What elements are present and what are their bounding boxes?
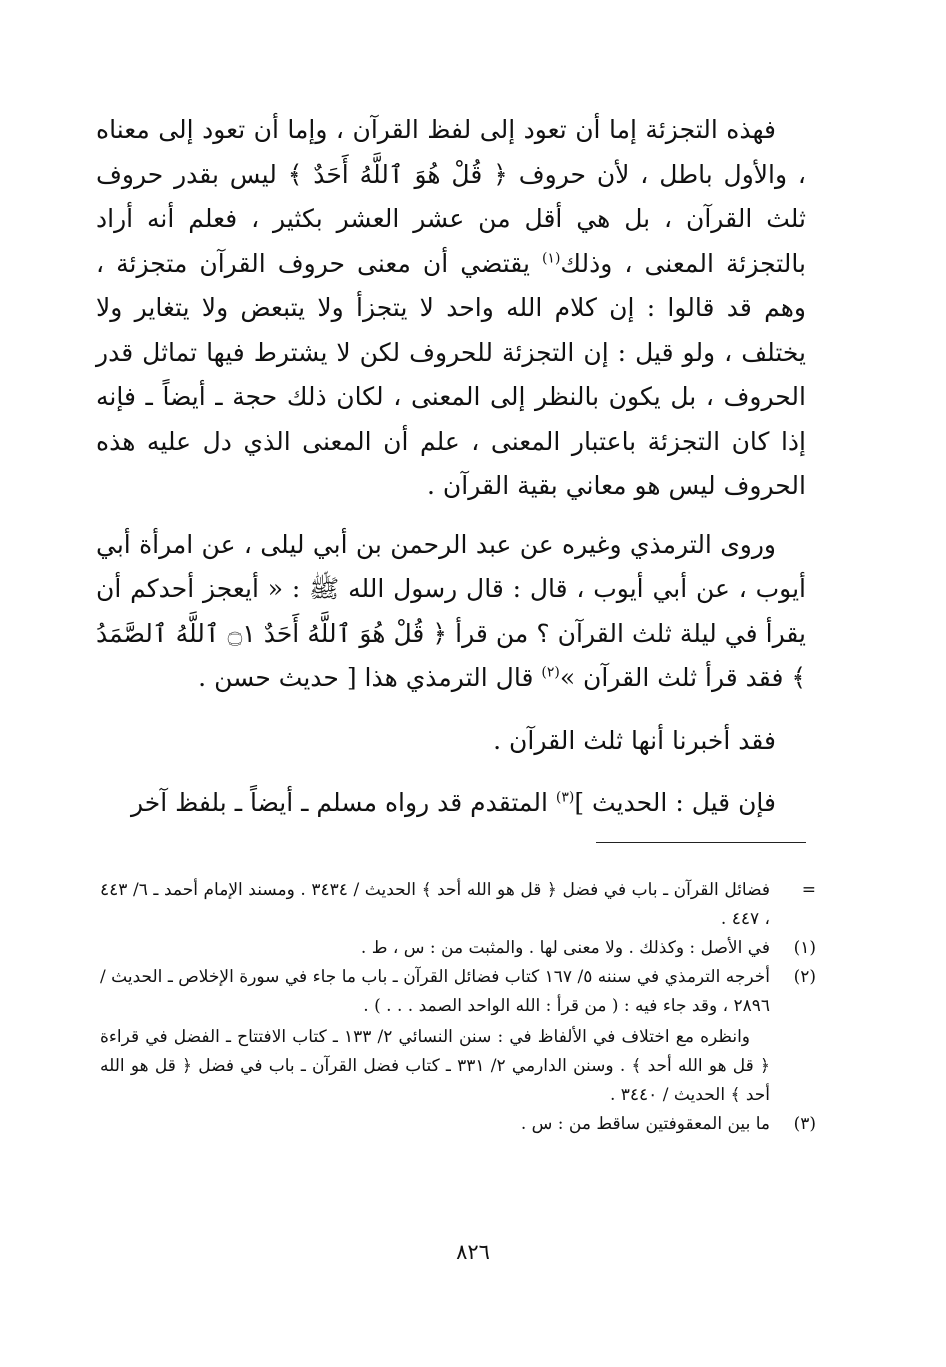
paragraph-3: فقد أخبرنا أنها ثلث القرآن . xyxy=(493,725,776,755)
footnote-1-text: في الأصل : وكذلك . ولا معنى لها . والمثبت من : س ، ط . xyxy=(360,938,770,958)
footnote-2-marker: (٢) xyxy=(793,967,816,987)
footnote-3-marker: (٣) xyxy=(793,1114,816,1134)
paragraph-1-part-2: يقتضي أن معنى حروف القرآن متجزئة ، وهم قد قالوا : إن كلام الله واحد لا يتجزأ ولا يتبعض ولا يتغاير ولا يختلف ، ولو قيل : إن التجزئة للحروف لكن لا يشترط فيها تماثل قدر الحروف ، بل يكون بالنظر إلى المعنى ، لكان ذلك حجة ـ أيضاً ـ فإنه إذا كان التجزئة باعتبار المعنى ، علم أن المعنى الذي دل عليه هذه الحروف ليس هو معاني بقية القرآن . xyxy=(96,248,806,500)
paragraph-4-part-2: المتقدم قد رواه مسلم ـ أيضاً ـ بلفظ آخر xyxy=(131,788,556,817)
paragraph-2-part-1: وروى الترمذي وغيره عن عبد الرحمن بن أبي ليلى ، عن امرأة أبي أيوب ، عن أبي أيوب ، قال : قال رسول الله ﷺ : « أيعجز أحدكم أن يقرأ في ليلة ثلث القرآن ؟ من قرأ ﴿ قُلْ هُوَ ٱللَّهُ أَحَدٌ ۝١ ٱللَّهُ ٱلصَّمَدُ ﴾ فقد قرأ ثلث القرآن » xyxy=(96,529,806,692)
footnote-ref-2: (٢) xyxy=(541,664,560,681)
footnote-ref-1: (١) xyxy=(541,250,561,267)
footnote-1 xyxy=(100,934,816,963)
paragraph-1 xyxy=(96,108,806,509)
paragraph-1-part-1: فهذه التجزئة إما أن تعود إلى لفظ القرآن ، وإما أن تعود إلى معناه ، والأول باطل ، لأن حروف ﴿ قُلْ هُوَ ٱللَّهُ أَحَدٌ ﴾ ليس بقدر حروف ثلث القرآن ، بل هي أقل من عشر العشر بكثير ، فعلم أنه أراد بالتجزئة المعنى ، وذلك xyxy=(96,115,806,278)
footnote-2 xyxy=(100,963,816,1021)
paragraph-2 xyxy=(96,523,806,701)
footnote-3 xyxy=(100,1110,816,1139)
footnote-ref-3: (٣) xyxy=(555,789,575,806)
paragraph-2-part-2: قال الترمذي هذا [ حديث حسن . xyxy=(198,663,542,692)
footnote-divider xyxy=(596,842,806,843)
paragraph-4-part-1: فإن قيل : الحديث ] xyxy=(574,788,776,817)
main-text xyxy=(96,108,806,826)
page-number: ٨٢٦ xyxy=(456,1240,490,1264)
footnote-continuation-text: فضائل القرآن ـ باب في فضل ﴿ قل هو الله أحد ﴾ الحديث / ٣٤٣٤ . ومسند الإمام أحمد ـ ٦/ ٤٤٣ ، ٤٤٧ . xyxy=(100,880,770,929)
footnote-2-extra: وانظره مع اختلاف في الألفاظ في : سنن النسائي ٢/ ١٣٣ ـ كتاب الافتتاح ـ الفضل في قراءة ﴿ قل هو الله أحد ﴾ . وسنن الدارمي ٢/ ٣٣١ ـ كتاب فضل القرآن ـ باب في فضل ﴿ قل هو الله أحد ﴾ الحديث / ٣٤٤٠ . xyxy=(100,1027,770,1105)
footnote-1-marker: (١) xyxy=(793,938,816,958)
footnote-continuation-marker: = xyxy=(801,880,816,900)
footnote-continuation xyxy=(100,876,816,934)
footnote-3-text: ما بين المعقوفتين ساقط من : س . xyxy=(520,1114,770,1134)
paragraph-4 xyxy=(96,781,806,826)
footnotes-section xyxy=(100,876,816,1139)
footnote-2-text: أخرجه الترمذي في سننه ٥/ ١٦٧ كتاب فضائل القرآن ـ باب ما جاء في سورة الإخلاص ـ الحديث / ٢٨٩٦ ، وقد جاء فيه : ( من قرأ : الله الواحد الصمد . . . ) . xyxy=(100,967,771,1016)
